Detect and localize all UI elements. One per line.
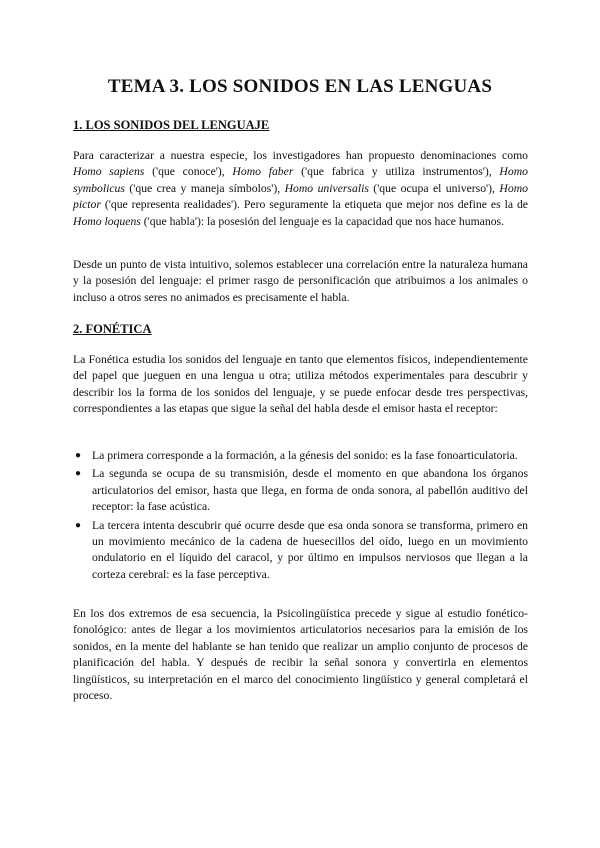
paragraph-psicolinguistica: En los dos extremos de esa secuencia, la Psicolingüística precede y sigue al estudio fonético-fonológico: antes de llegar a los movimientos articulatorios necesarios para la emisión de los sonidos, en la mente del hablante se han tenido que realizar un amplio conjunto de procesos de planificación del habla. Y después de recibir la señal sonora y convertirla en elementos lingüísticos, su interpretación en el marco del conocimiento lingüístico y general completará el proceso.	[73, 607, 528, 703]
perspectives-list	[73, 448, 528, 585]
italic-term: Homo sapiens	[73, 165, 145, 179]
italic-term: Homo universalis	[284, 181, 369, 195]
list-item	[73, 466, 528, 515]
bullet-icon: ●	[75, 519, 82, 531]
list-item	[73, 448, 528, 464]
list-item-text: La segunda se ocupa de su transmisión, desde el momento en que abandona los órganos articulatorios del emisor, hasta que llega, en forma de onda sonora, al pabellón auditivo del receptor: la fase acústica.	[92, 467, 528, 514]
bullet-icon: ●	[75, 450, 82, 461]
italic-term: Homo pictor	[73, 181, 528, 212]
text-run: ('que habla'): la posesión del lenguaje es la capacidad que nos hace humanos.	[140, 214, 505, 228]
paragraph-denominaciones	[73, 148, 528, 230]
section-heading-sonidos: 1. LOS SONIDOS DEL LENGUAJE	[73, 118, 270, 132]
text-run: ('que fabrica y utiliza instrumentos'),	[293, 165, 500, 179]
page-title: TEMA 3. LOS SONIDOS EN LAS LENGUAS	[107, 76, 493, 97]
section-heading-fonetica: 2. FONÉTICA	[73, 322, 152, 336]
text-run: Para caracterizar a nuestra especie, los investigadores han propuesto denominaciones como	[73, 149, 528, 162]
paragraph-fonetica: La Fonética estudia los sonidos del lenguaje en tanto que elementos físicos, independientemente del papel que jueguen en una lengua u otra; utiliza métodos experimentales para descubrir y describir los la forma de los sonidos del lenguaje, y se puede enfocar desde tres perspectivas, correspondientes a las etapas que sigue la señal del habla desde el emisor hasta el receptor:	[73, 353, 528, 416]
text-run: ('que crea y maneja símbolos'),	[124, 181, 285, 195]
text-run: ('que ocupa el universo'),	[368, 181, 500, 195]
italic-term: Homo symbolicus	[73, 165, 528, 195]
paragraph-intuitivo: Desde un punto de vista intuitivo, solemos establecer una correlación entre la naturaleza humana y la posesión del lenguaje: el primer rasgo de personificación que atribuimos a los animales o incluso a otros seres no animados es precisamente el habla.	[73, 258, 528, 304]
text-run: ('que conoce'),	[144, 165, 233, 179]
list-item-text: La tercera intenta descubrir qué ocurre desde que esa onda sonora se transforma, primero en un movimiento mecánico de la cadena de huesecillos del oído, luego en un movimiento ondulatorio en el líquido del caracol, y por último en impulsos nerviosos que llegan a la corteza cerebral: es la fase perceptiva.	[92, 518, 528, 581]
text-run: ('que representa realidades'). Pero seguramente la etiqueta que mejor nos define es la de	[100, 198, 528, 212]
list-item	[73, 518, 528, 584]
italic-term: Homo loquens	[73, 214, 141, 228]
bullet-icon: ●	[75, 468, 82, 480]
list-item-text: La primera corresponde a la formación, a la génesis del sonido: es la fase fonoarticulatoria.	[92, 449, 518, 462]
italic-term: Homo faber	[232, 165, 294, 179]
